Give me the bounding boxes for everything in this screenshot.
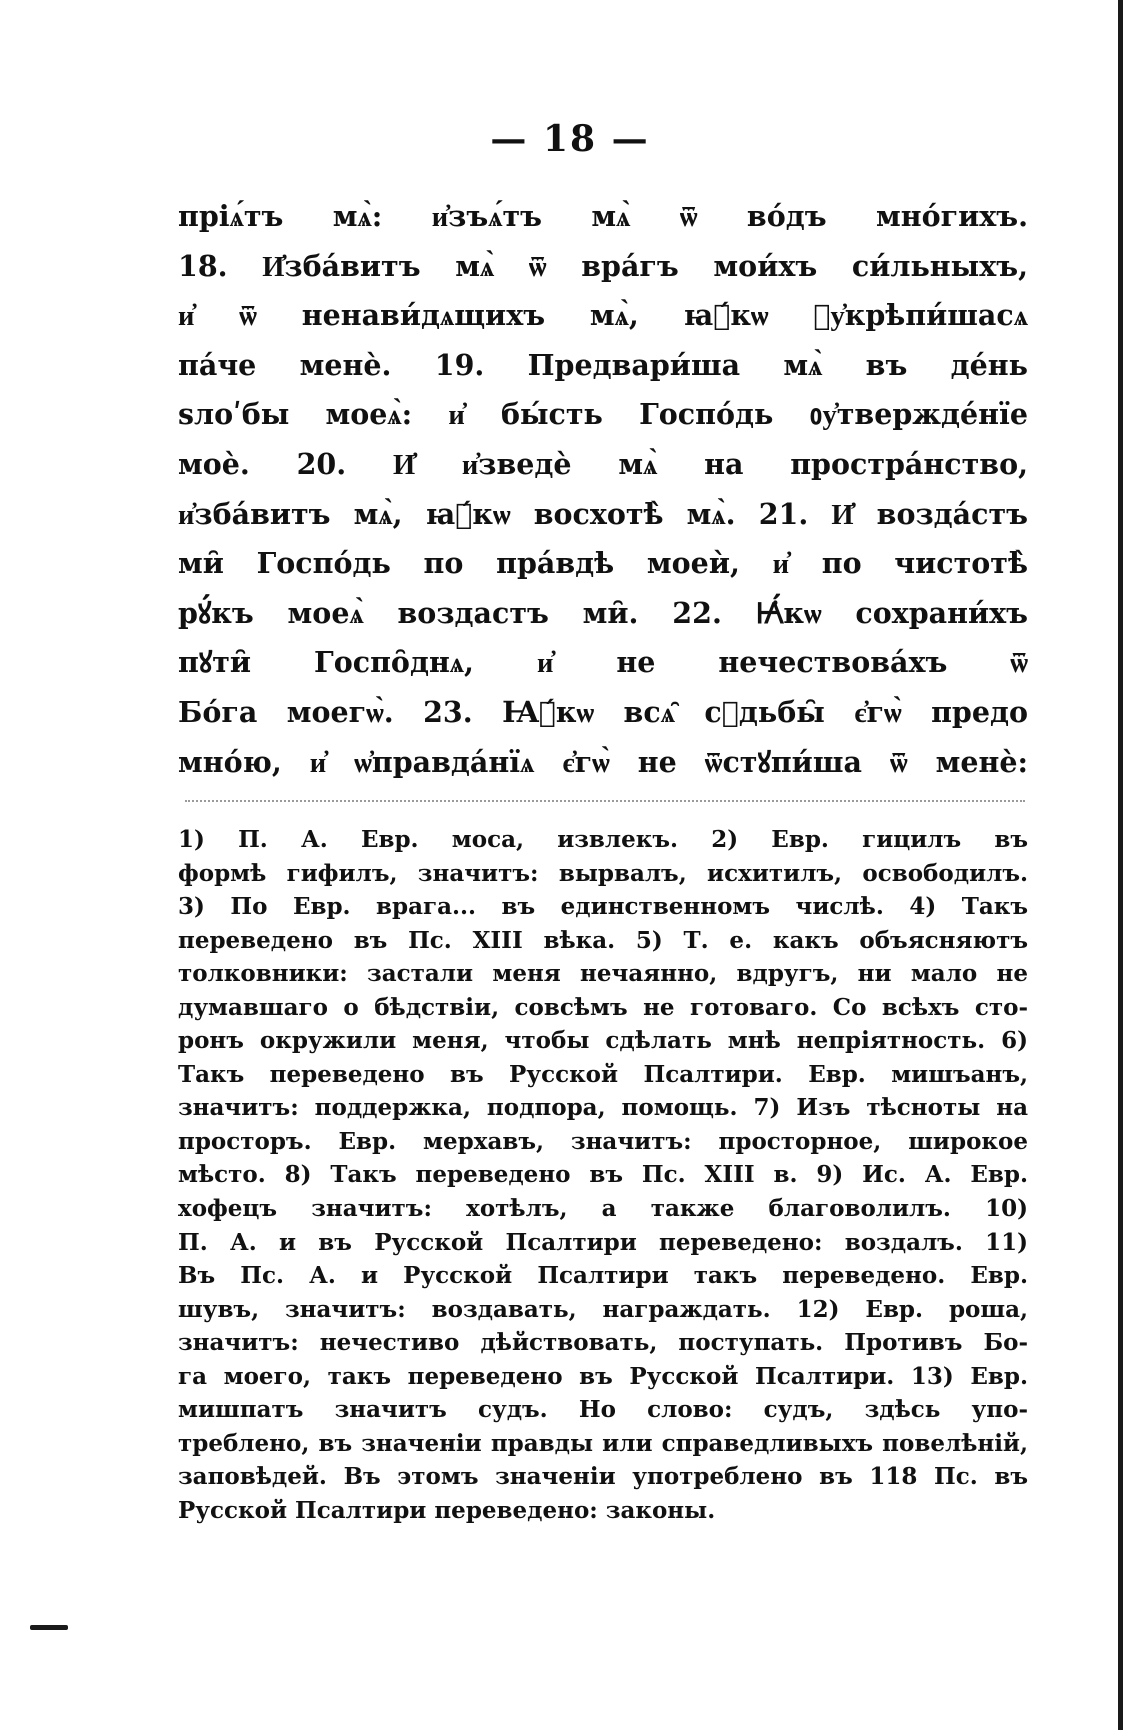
footnote-line: хофецъ значитъ: хотѣлъ, а также благоволилъ. 10) — [178, 1195, 1028, 1223]
footnote-line: думавшаго о бѣдствіи, совсѣмъ не готоваго. Со всѣхъ сто- — [178, 993, 1028, 1021]
footnote-line: формѣ гифилъ, значитъ: вырвалъ, исхитилъ, освободилъ. — [178, 859, 1028, 887]
footnote-line: значитъ: поддержка, подпора, помощь. 7) Изъ тѣсноты на — [178, 1094, 1028, 1122]
footnote-line: 3) По Евр. врага... въ единственномъ числѣ. 4) Такъ — [178, 893, 1028, 921]
psalm-line: Бо́га моегѡ̀. 23. Ꙗ҆́кѡ всѧ̑ сꙋдьбы̑ є҆гѡ̀ предо — [178, 694, 1028, 729]
psalm-line: ѕлоʹбы моеѧ̀: и҆ бы́сть Госпо́дь ᲂу҆твержде́нїе — [178, 397, 1028, 432]
psalm-text — [178, 192, 1028, 787]
psalm-line: мно́ю, и҆ ѡ҆правда́нїѧ є҆гѡ̀ не ѿстꙋпи́ша ѿ менѐ: — [178, 744, 1028, 779]
psalm-line: пꙋти̑ Госпо̑днѧ, и҆ не нечествова́хъ ѿ — [178, 645, 1028, 680]
footnote-line: Въ Пс. А. и Русской Псалтири такъ переведено. Евр. — [178, 1262, 1028, 1290]
psalm-line: и҆ ѿ ненави́дѧщихъ мѧ̀, ꙗ҆́кѡ ᲂу҆крѣпи́шасѧ — [178, 298, 1028, 333]
footnote-line: шувъ, значитъ: воздавать, награждать. 12) Евр. роша, — [178, 1295, 1028, 1323]
footnote-line: га моего, такъ переведено въ Русской Псалтири. 13) Евр. — [178, 1362, 1028, 1390]
page-number: — 18 — — [490, 118, 650, 160]
footnote-line: значитъ: нечестиво дѣйствовать, поступать. Противъ Бо- — [178, 1329, 1028, 1357]
footnote-line: просторъ. Евр. мерхавъ, значитъ: просторное, широкое — [178, 1127, 1028, 1155]
footnote-line: Такъ переведено въ Русской Псалтири. Евр. мишъанъ, — [178, 1060, 1028, 1088]
psalm-line: пріѧ́тъ мѧ̀: и҆зъѧ́тъ мѧ̀ ѿ во́дъ мно́гихъ. — [178, 199, 1028, 233]
psalm-line: ми̑ Госпо́дь по пра́вдѣ моеѝ, и҆ по чистотѣ̀ — [178, 546, 1028, 581]
psalm-line: па́че менѐ. 19. Предвари́ша мѧ̀ въ де́нь — [178, 347, 1028, 382]
page-edge-shadow — [1118, 0, 1123, 1730]
footnote-line: заповѣдей. Въ этомъ значеніи употреблено въ 118 Пс. въ — [178, 1463, 1028, 1491]
footnote-line: П. А. и въ Русской Псалтири переведено: воздалъ. 11) — [178, 1228, 1028, 1256]
footnote-line: Русской Псалтири переведено: законы. — [178, 1496, 716, 1524]
footnote-line: переведено въ Пс. XIII вѣка. 5) Т. е. какъ объясняютъ — [178, 926, 1028, 954]
psalm-line: и҆зба́витъ мѧ̀, ꙗ҆́кѡ восхотѣ̀ мѧ̀. 21. И҆ возда́стъ — [178, 496, 1028, 531]
footnote-line: 1) П. А. Евр. моса, извлекъ. 2) Евр. гицилъ въ — [178, 826, 1028, 853]
footnote-line: толковники: застали меня нечаянно, вдругъ, ни мало не — [178, 960, 1028, 988]
psalm-line: рꙋ́къ моеѧ̀ воздастъ ми̑. 22. Ꙗ҆́кѡ сохрани́хъ — [178, 595, 1028, 630]
psalm-line: моѐ. 20. И҆ и҆зведѐ мѧ̀ на простра́нство, — [178, 446, 1028, 481]
footnote-line: мишпатъ значитъ судъ. Но слово: судъ, здѣсь упо- — [178, 1396, 1028, 1424]
margin-mark — [30, 1625, 68, 1630]
footnote-line: мѣсто. 8) Такъ переведено въ Пс. XIII в. 9) Ис. А. Евр. — [178, 1161, 1028, 1189]
footnote-line: ронъ окружили меня, чтобы сдѣлать мнѣ непріятность. 6) — [178, 1027, 1028, 1055]
psalm-line: 18. И҆зба́витъ мѧ̀ ѿ вра́гъ мои́хъ си́льныхъ, — [178, 248, 1028, 283]
footnote-separator — [185, 800, 1025, 802]
footnotes — [178, 823, 1028, 1527]
footnote-line: треблено, въ значеніи правды или справедливыхъ повелѣній, — [178, 1429, 1028, 1457]
